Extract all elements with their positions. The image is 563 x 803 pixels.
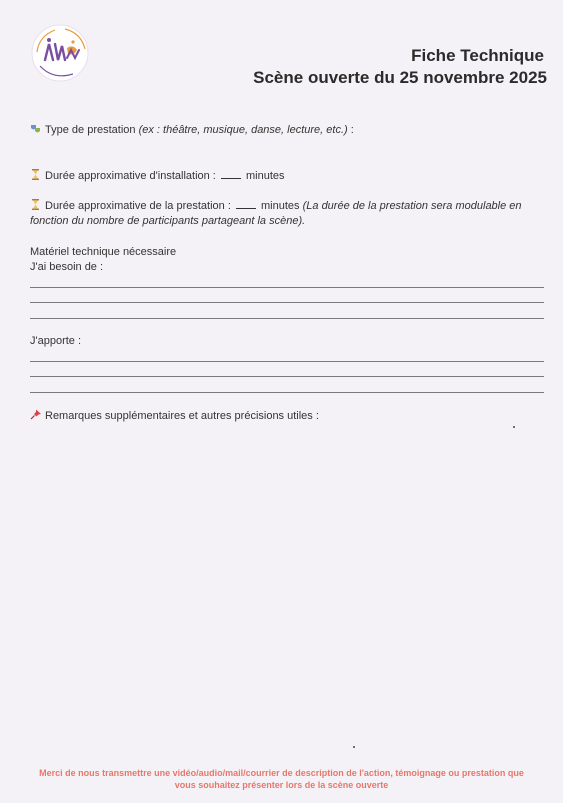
remarques-row xyxy=(30,409,319,424)
prestation-duration-label: Durée approximative de la prestation : xyxy=(45,200,231,212)
type-prestation-colon: : xyxy=(347,124,354,136)
prestation-duration-hint-2: fonction du nombre de participants partageant la scène). xyxy=(30,215,306,227)
prestation-duration-hint-1: (La durée de la prestation sera modulable en xyxy=(302,200,522,212)
theater-masks-icon xyxy=(30,123,42,134)
apporte-line-1[interactable] xyxy=(30,361,544,362)
footer-note xyxy=(0,767,563,791)
apporte-line-2[interactable] xyxy=(30,376,544,377)
installation-duration-label: Durée approximative d'installation : xyxy=(45,170,216,182)
type-prestation-hint: (ex : théâtre, musique, danse, lecture, etc.) xyxy=(138,124,348,136)
besoin-line-3[interactable] xyxy=(30,318,544,319)
type-prestation-row xyxy=(30,123,354,138)
page-subtitle: Scène ouverte du 25 novembre 2025 xyxy=(253,68,547,87)
installation-duration-blank[interactable] xyxy=(221,169,241,179)
remarques-label: Remarques supplémentaires et autres précisions utiles : xyxy=(45,410,319,422)
scan-speck xyxy=(513,426,515,428)
besoin-label: J'ai besoin de : xyxy=(30,261,104,273)
hourglass-icon xyxy=(30,169,42,180)
installation-duration-unit: minutes xyxy=(245,170,285,182)
apporte-line-3[interactable] xyxy=(30,392,544,393)
page-title: Fiche Technique xyxy=(411,46,544,65)
besoin-line-2[interactable] xyxy=(30,302,544,303)
pushpin-icon xyxy=(30,409,42,420)
organization-logo xyxy=(25,22,95,84)
besoin-line-1[interactable] xyxy=(30,287,544,288)
footer-line-1: Merci de nous transmettre une vidéo/audio/mail/courrier de description de l'action, témoignage ou prestation que xyxy=(39,768,524,778)
materiel-title: Matériel technique nécessaire xyxy=(30,246,177,258)
installation-duration-row xyxy=(30,169,285,184)
prestation-duration-row xyxy=(30,199,550,229)
hourglass-icon xyxy=(30,199,42,210)
prestation-duration-blank[interactable] xyxy=(236,199,256,209)
footer-line-2: vous souhaitez présenter lors de la scène ouverte xyxy=(174,780,389,790)
header xyxy=(253,44,547,89)
apporte-label: J'apporte : xyxy=(30,335,82,347)
scan-speck xyxy=(353,746,355,748)
type-prestation-label: Type de prestation xyxy=(45,124,136,136)
prestation-duration-unit: minutes xyxy=(261,200,300,212)
